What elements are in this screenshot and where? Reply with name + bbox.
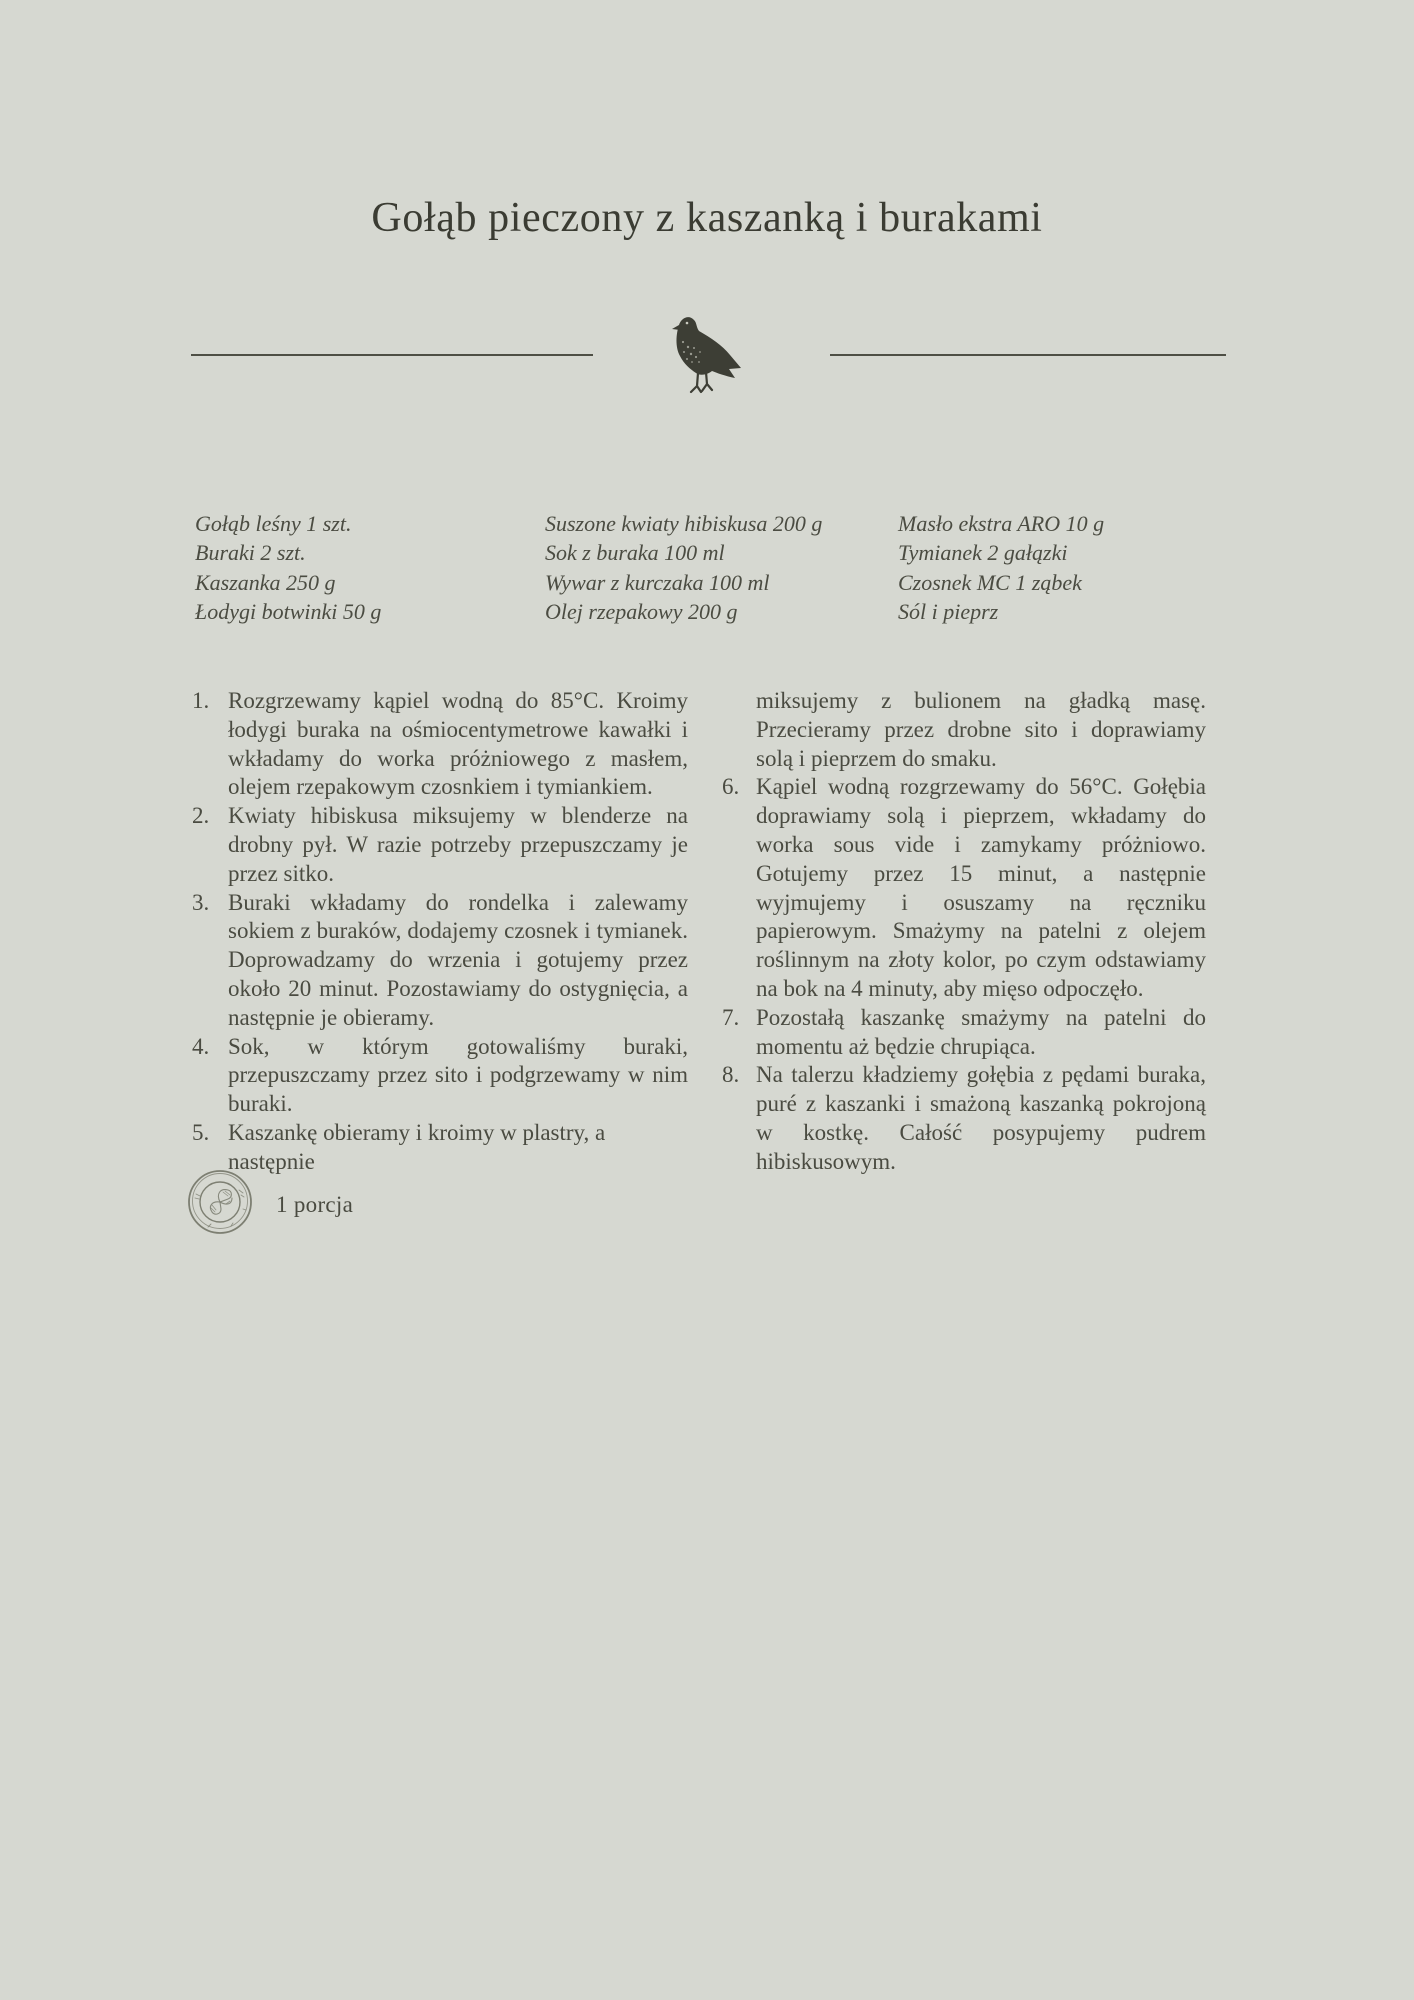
ingredients-column-1 <box>195 509 525 627</box>
step-text: Buraki wkładamy do rondelka i zalewamy sokiem z buraków, dodajemy czosnek i tymianek. Doprowadzamy do wrzenia i gotujemy przez około 20 minut. Pozostawiamy do ostygnięcia, a następnie je obieramy. <box>228 889 688 1030</box>
plate-icon <box>186 1168 254 1236</box>
right-divider-rule <box>830 354 1226 356</box>
step-number: 7. <box>722 1004 740 1030</box>
step-text: Rozgrzewamy kąpiel wodną do 85°C. Kroimy łodygi buraka na ośmiocentymetrowe kawałki i wkładamy do worka próżniowego z masłem, olejem rzepakowym czosnkiem i tymiankiem. <box>228 688 688 800</box>
ingredient-line: Tymianek 2 gałązki <box>898 540 1068 566</box>
ingredients-column-2 <box>545 509 875 627</box>
step-number: 3. <box>192 889 210 915</box>
step-number: 5. <box>192 1119 210 1145</box>
ingredients-column-3 <box>898 509 1228 627</box>
step-number: 4. <box>192 1033 210 1059</box>
step-text: Kąpiel wodną rozgrzewamy do 56°C. Gołębia doprawiamy solą i pieprzem, wkładamy do worka sous vide i zamykamy próżniowo. Gotujemy przez 15 minut, a następnie wyjmujemy i osuszamy na ręczniku papierowym. Smażymy na patelni z olejem roślinnym na złoty kolor, po czym odstawiamy na bok na 4 minuty, aby mięso odpoczęło. <box>756 774 1206 1001</box>
portion-label: 1 porcja <box>276 1192 354 1217</box>
step-text: miksujemy z bulionem na gładką masę. Przecieramy przez drobne sito i doprawiamy solą i pieprzem do smaku. <box>756 688 1206 771</box>
step-text: Pozostałą kaszankę smażymy na patelni do momentu aż będzie chrupiąca. <box>756 1004 1206 1059</box>
ingredient-line: Sól i pieprz <box>898 599 999 625</box>
instruction-step-1 <box>192 687 688 802</box>
ingredient-line: Wywar z kurczaka 100 ml <box>545 569 770 595</box>
page-title: Gołąb pieczony z kaszanką i burakami <box>371 195 1043 241</box>
step-text: Na talerzu kładziemy gołębia z pędami buraka, puré z kaszanki i smażoną kaszanką pokrojoną w kostkę. Całość posypujemy pudrem hibiskusowym. <box>756 1062 1206 1174</box>
instruction-step-4 <box>192 1033 688 1119</box>
ingredient-line: Buraki 2 szt. <box>195 540 306 566</box>
ingredient-line: Sok z buraka 100 ml <box>545 540 725 566</box>
instruction-step-3 <box>192 889 688 1033</box>
step-number <box>722 687 756 773</box>
step-number: 6. <box>722 774 740 800</box>
ingredient-line: Czosnek MC 1 ząbek <box>898 569 1082 595</box>
instruction-step-6 <box>722 773 1206 1003</box>
instruction-step-2 <box>192 802 688 888</box>
step-text: Sok, w którym gotowaliśmy buraki, przepuszczamy przez sito i podgrzewamy w nim buraki. <box>228 1033 688 1117</box>
portion-info <box>186 1168 353 1236</box>
instructions-column-left <box>192 687 688 1177</box>
step-number: 2. <box>192 803 210 829</box>
ingredient-line: Suszone kwiaty hibiskusa 200 g <box>545 511 823 536</box>
step-number: 8. <box>722 1062 740 1088</box>
step-number: 1. <box>192 688 210 713</box>
pigeon-icon <box>669 312 743 396</box>
ingredient-line: Kaszanka 250 g <box>195 569 336 595</box>
ingredient-line: Łodygi botwinki 50 g <box>195 599 382 625</box>
instruction-step-7 <box>722 1004 1206 1062</box>
step-text: Kwiaty hibiskusa miksujemy w blenderze na drobny pył. W razie potrzeby przepuszczamy je przez sitko. <box>228 803 688 886</box>
ingredient-line: Gołąb leśny 1 szt. <box>195 511 352 536</box>
instructions-column-right <box>722 687 1206 1177</box>
left-divider-rule <box>191 354 593 356</box>
instruction-step-8 <box>722 1061 1206 1176</box>
instruction-step-5-continued <box>722 687 1206 773</box>
step-text: Kaszankę obieramy i kroimy w plastry, a następnie <box>228 1119 606 1174</box>
ingredient-line: Olej rzepakowy 200 g <box>545 599 738 625</box>
ingredient-line: Masło ekstra ARO 10 g <box>898 511 1105 536</box>
